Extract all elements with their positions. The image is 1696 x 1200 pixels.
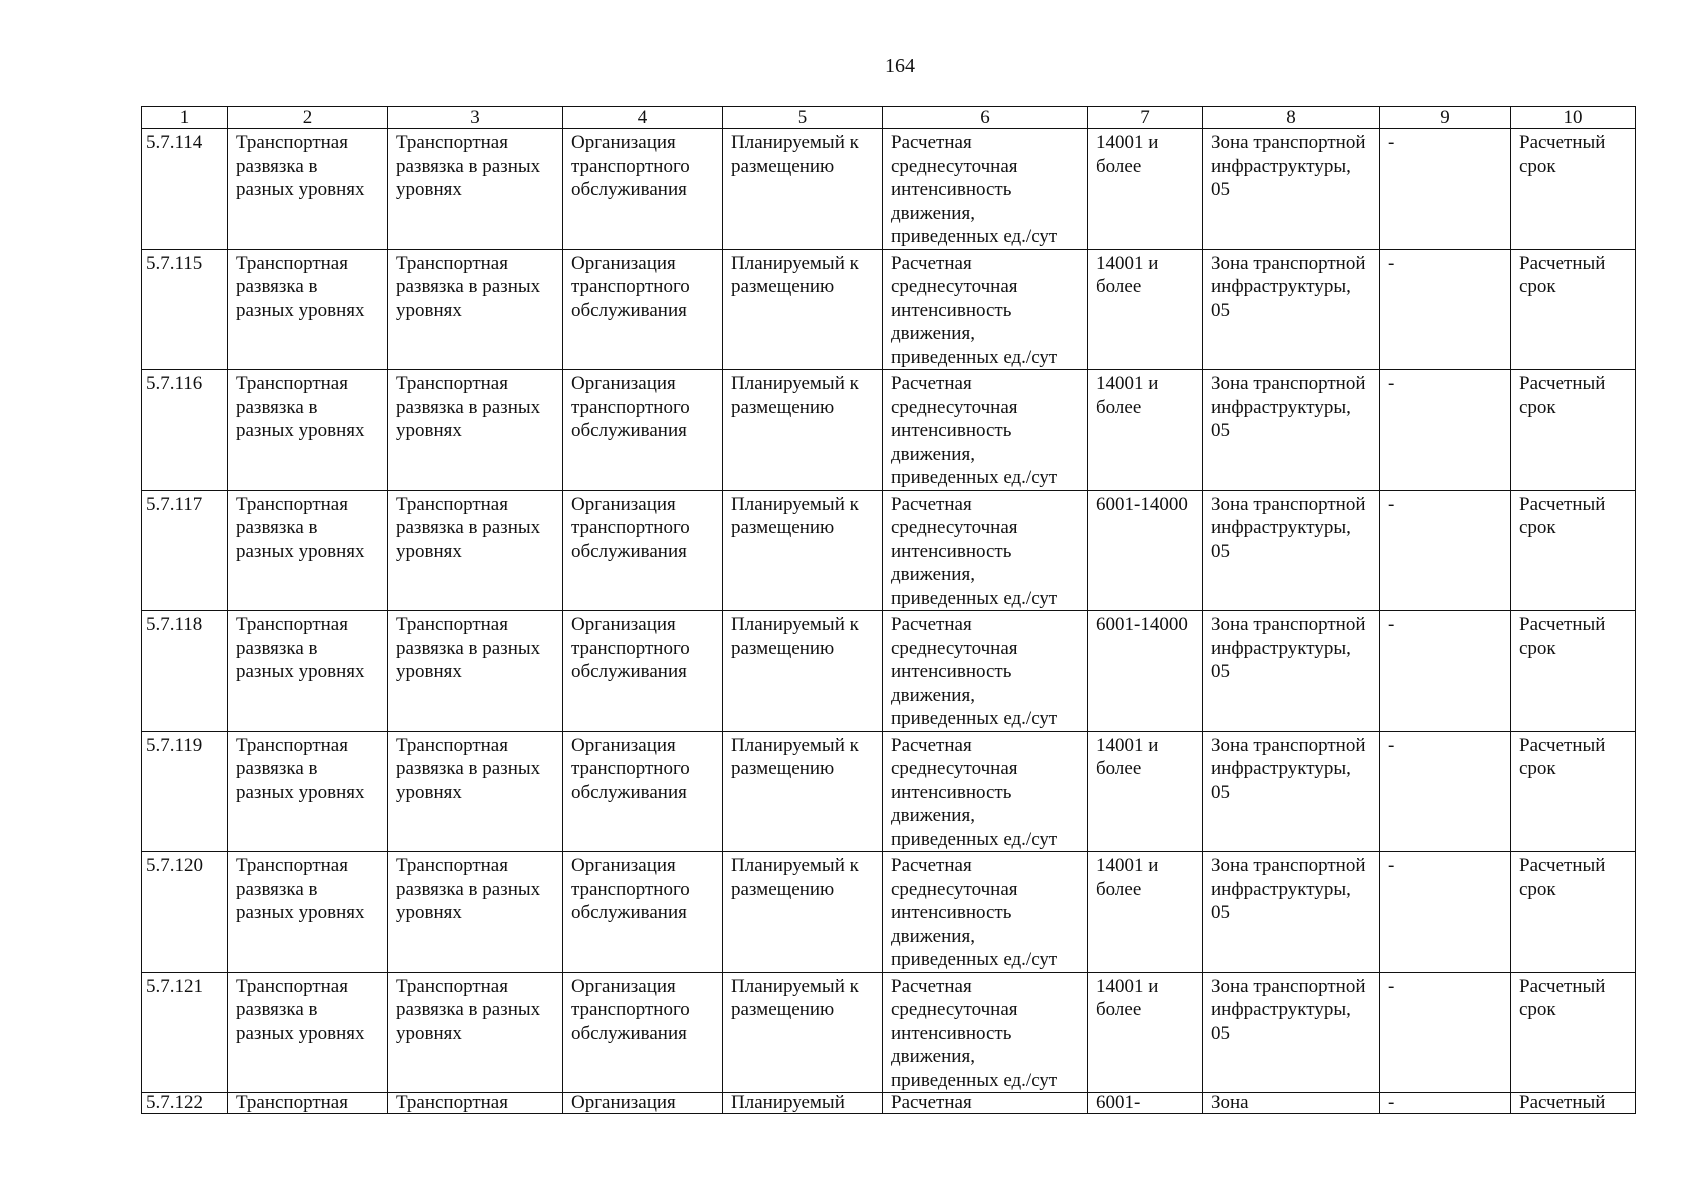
cell-parameter-name: Расчетная среднесуточная интенсивность движения, приведенных ед./сут — [883, 249, 1088, 370]
cell-parameter-name: Расчетная среднесуточная интенсивность движения, приведенных ед./сут — [883, 129, 1088, 250]
header-cell: 10 — [1511, 107, 1636, 129]
header-cell: 4 — [563, 107, 723, 129]
cell-zone-extra: - — [1380, 972, 1511, 1093]
cell-term: Расчетный срок — [1511, 611, 1636, 732]
header-row — [142, 107, 1636, 129]
header-cell: 2 — [228, 107, 388, 129]
data-table — [141, 106, 1636, 1114]
table-row — [142, 249, 1636, 370]
cell-parameter-value: 6001-14000 — [1088, 611, 1203, 732]
header-cell: 6 — [883, 107, 1088, 129]
cell-object-type: Транспортная развязка в разных уровнях — [388, 972, 563, 1093]
cell-item-number: 5.7.118 — [142, 611, 228, 732]
cell-parameter-name: Расчетная среднесуточная интенсивность движения, приведенных ед./сут — [883, 490, 1088, 611]
cell-term: Расчетный срок — [1511, 249, 1636, 370]
cell-function: Организация транспортного обслуживания — [563, 731, 723, 852]
table-row — [142, 490, 1636, 611]
cell-item-number: 5.7.119 — [142, 731, 228, 852]
cell-parameter-value: 6001-14000 — [1088, 490, 1203, 611]
cell-status: Планируемый к размещению — [723, 852, 883, 973]
cell-object-name: Транспортная развязка в разных уровнях — [228, 852, 388, 973]
cell-object-name: Транспортная — [228, 1093, 388, 1114]
cell-status: Планируемый — [723, 1093, 883, 1114]
cell-function: Организация транспортного обслуживания — [563, 249, 723, 370]
cell-parameter-name: Расчетная среднесуточная интенсивность движения, приведенных ед./сут — [883, 370, 1088, 491]
cell-parameter-value: 14001 и более — [1088, 731, 1203, 852]
page-number: 164 — [885, 55, 915, 77]
table-row — [142, 129, 1636, 250]
cell-parameter-value: 14001 и более — [1088, 249, 1203, 370]
cell-zone-extra: - — [1380, 1093, 1511, 1114]
cell-object-type: Транспортная развязка в разных уровнях — [388, 852, 563, 973]
header-cell: 7 — [1088, 107, 1203, 129]
cell-zone: Зона транспортной инфраструктуры, 05 — [1203, 249, 1380, 370]
cell-object-type: Транспортная развязка в разных уровнях — [388, 129, 563, 250]
cell-object-name: Транспортная развязка в разных уровнях — [228, 611, 388, 732]
header-cell: 8 — [1203, 107, 1380, 129]
header-cell: 9 — [1380, 107, 1511, 129]
cell-status: Планируемый к размещению — [723, 370, 883, 491]
cell-zone: Зона транспортной инфраструктуры, 05 — [1203, 129, 1380, 250]
cell-object-name: Транспортная развязка в разных уровнях — [228, 370, 388, 491]
cell-item-number: 5.7.122 — [142, 1093, 228, 1114]
cell-zone: Зона — [1203, 1093, 1380, 1114]
cell-item-number: 5.7.121 — [142, 972, 228, 1093]
cell-term: Расчетный срок — [1511, 731, 1636, 852]
cell-status: Планируемый к размещению — [723, 972, 883, 1093]
cell-item-number: 5.7.114 — [142, 129, 228, 250]
header-cell: 5 — [723, 107, 883, 129]
header-cell: 1 — [142, 107, 228, 129]
cell-object-type: Транспортная развязка в разных уровнях — [388, 731, 563, 852]
table-row — [142, 1093, 1636, 1114]
cell-item-number: 5.7.115 — [142, 249, 228, 370]
cell-status: Планируемый к размещению — [723, 490, 883, 611]
table-row — [142, 972, 1636, 1093]
table-row — [142, 611, 1636, 732]
cell-item-number: 5.7.120 — [142, 852, 228, 973]
cell-status: Планируемый к размещению — [723, 731, 883, 852]
cell-object-name: Транспортная развязка в разных уровнях — [228, 731, 388, 852]
table-row — [142, 852, 1636, 973]
cell-function: Организация транспортного обслуживания — [563, 972, 723, 1093]
cell-item-number: 5.7.116 — [142, 370, 228, 491]
cell-parameter-value: 14001 и более — [1088, 852, 1203, 973]
header-cell: 3 — [388, 107, 563, 129]
cell-zone: Зона транспортной инфраструктуры, 05 — [1203, 490, 1380, 611]
cell-object-name: Транспортная развязка в разных уровнях — [228, 972, 388, 1093]
cell-parameter-name: Расчетная среднесуточная интенсивность движения, приведенных ед./сут — [883, 852, 1088, 973]
cell-parameter-value: 14001 и более — [1088, 972, 1203, 1093]
cell-term: Расчетный срок — [1511, 370, 1636, 491]
cell-item-number: 5.7.117 — [142, 490, 228, 611]
cell-parameter-name: Расчетная — [883, 1093, 1088, 1114]
cell-object-type: Транспортная развязка в разных уровнях — [388, 611, 563, 732]
cell-zone-extra: - — [1380, 731, 1511, 852]
cell-zone: Зона транспортной инфраструктуры, 05 — [1203, 731, 1380, 852]
cell-object-name: Транспортная развязка в разных уровнях — [228, 129, 388, 250]
cell-object-name: Транспортная развязка в разных уровнях — [228, 490, 388, 611]
cell-parameter-name: Расчетная среднесуточная интенсивность движения, приведенных ед./сут — [883, 731, 1088, 852]
cell-term: Расчетный — [1511, 1093, 1636, 1114]
cell-function: Организация — [563, 1093, 723, 1114]
cell-function: Организация транспортного обслуживания — [563, 611, 723, 732]
table-row — [142, 731, 1636, 852]
cell-status: Планируемый к размещению — [723, 249, 883, 370]
cell-object-name: Транспортная развязка в разных уровнях — [228, 249, 388, 370]
cell-zone: Зона транспортной инфраструктуры, 05 — [1203, 852, 1380, 973]
cell-parameter-value: 14001 и более — [1088, 129, 1203, 250]
cell-object-type: Транспортная — [388, 1093, 563, 1114]
table-body — [142, 129, 1636, 1114]
cell-zone: Зона транспортной инфраструктуры, 05 — [1203, 370, 1380, 491]
cell-function: Организация транспортного обслуживания — [563, 852, 723, 973]
cell-zone-extra: - — [1380, 129, 1511, 250]
cell-parameter-name: Расчетная среднесуточная интенсивность движения, приведенных ед./сут — [883, 611, 1088, 732]
cell-function: Организация транспортного обслуживания — [563, 129, 723, 250]
cell-zone-extra: - — [1380, 490, 1511, 611]
cell-object-type: Транспортная развязка в разных уровнях — [388, 490, 563, 611]
cell-zone-extra: - — [1380, 611, 1511, 732]
cell-status: Планируемый к размещению — [723, 611, 883, 732]
cell-parameter-value: 6001- — [1088, 1093, 1203, 1114]
cell-zone: Зона транспортной инфраструктуры, 05 — [1203, 972, 1380, 1093]
cell-function: Организация транспортного обслуживания — [563, 490, 723, 611]
cell-object-type: Транспортная развязка в разных уровнях — [388, 370, 563, 491]
cell-parameter-name: Расчетная среднесуточная интенсивность движения, приведенных ед./сут — [883, 972, 1088, 1093]
cell-zone-extra: - — [1380, 852, 1511, 973]
cell-zone: Зона транспортной инфраструктуры, 05 — [1203, 611, 1380, 732]
cell-zone-extra: - — [1380, 249, 1511, 370]
cell-term: Расчетный срок — [1511, 490, 1636, 611]
cell-zone-extra: - — [1380, 370, 1511, 491]
cell-function: Организация транспортного обслуживания — [563, 370, 723, 491]
cell-object-type: Транспортная развязка в разных уровнях — [388, 249, 563, 370]
cell-status: Планируемый к размещению — [723, 129, 883, 250]
table-row — [142, 370, 1636, 491]
cell-term: Расчетный срок — [1511, 972, 1636, 1093]
cell-term: Расчетный срок — [1511, 852, 1636, 973]
cell-parameter-value: 14001 и более — [1088, 370, 1203, 491]
cell-term: Расчетный срок — [1511, 129, 1636, 250]
